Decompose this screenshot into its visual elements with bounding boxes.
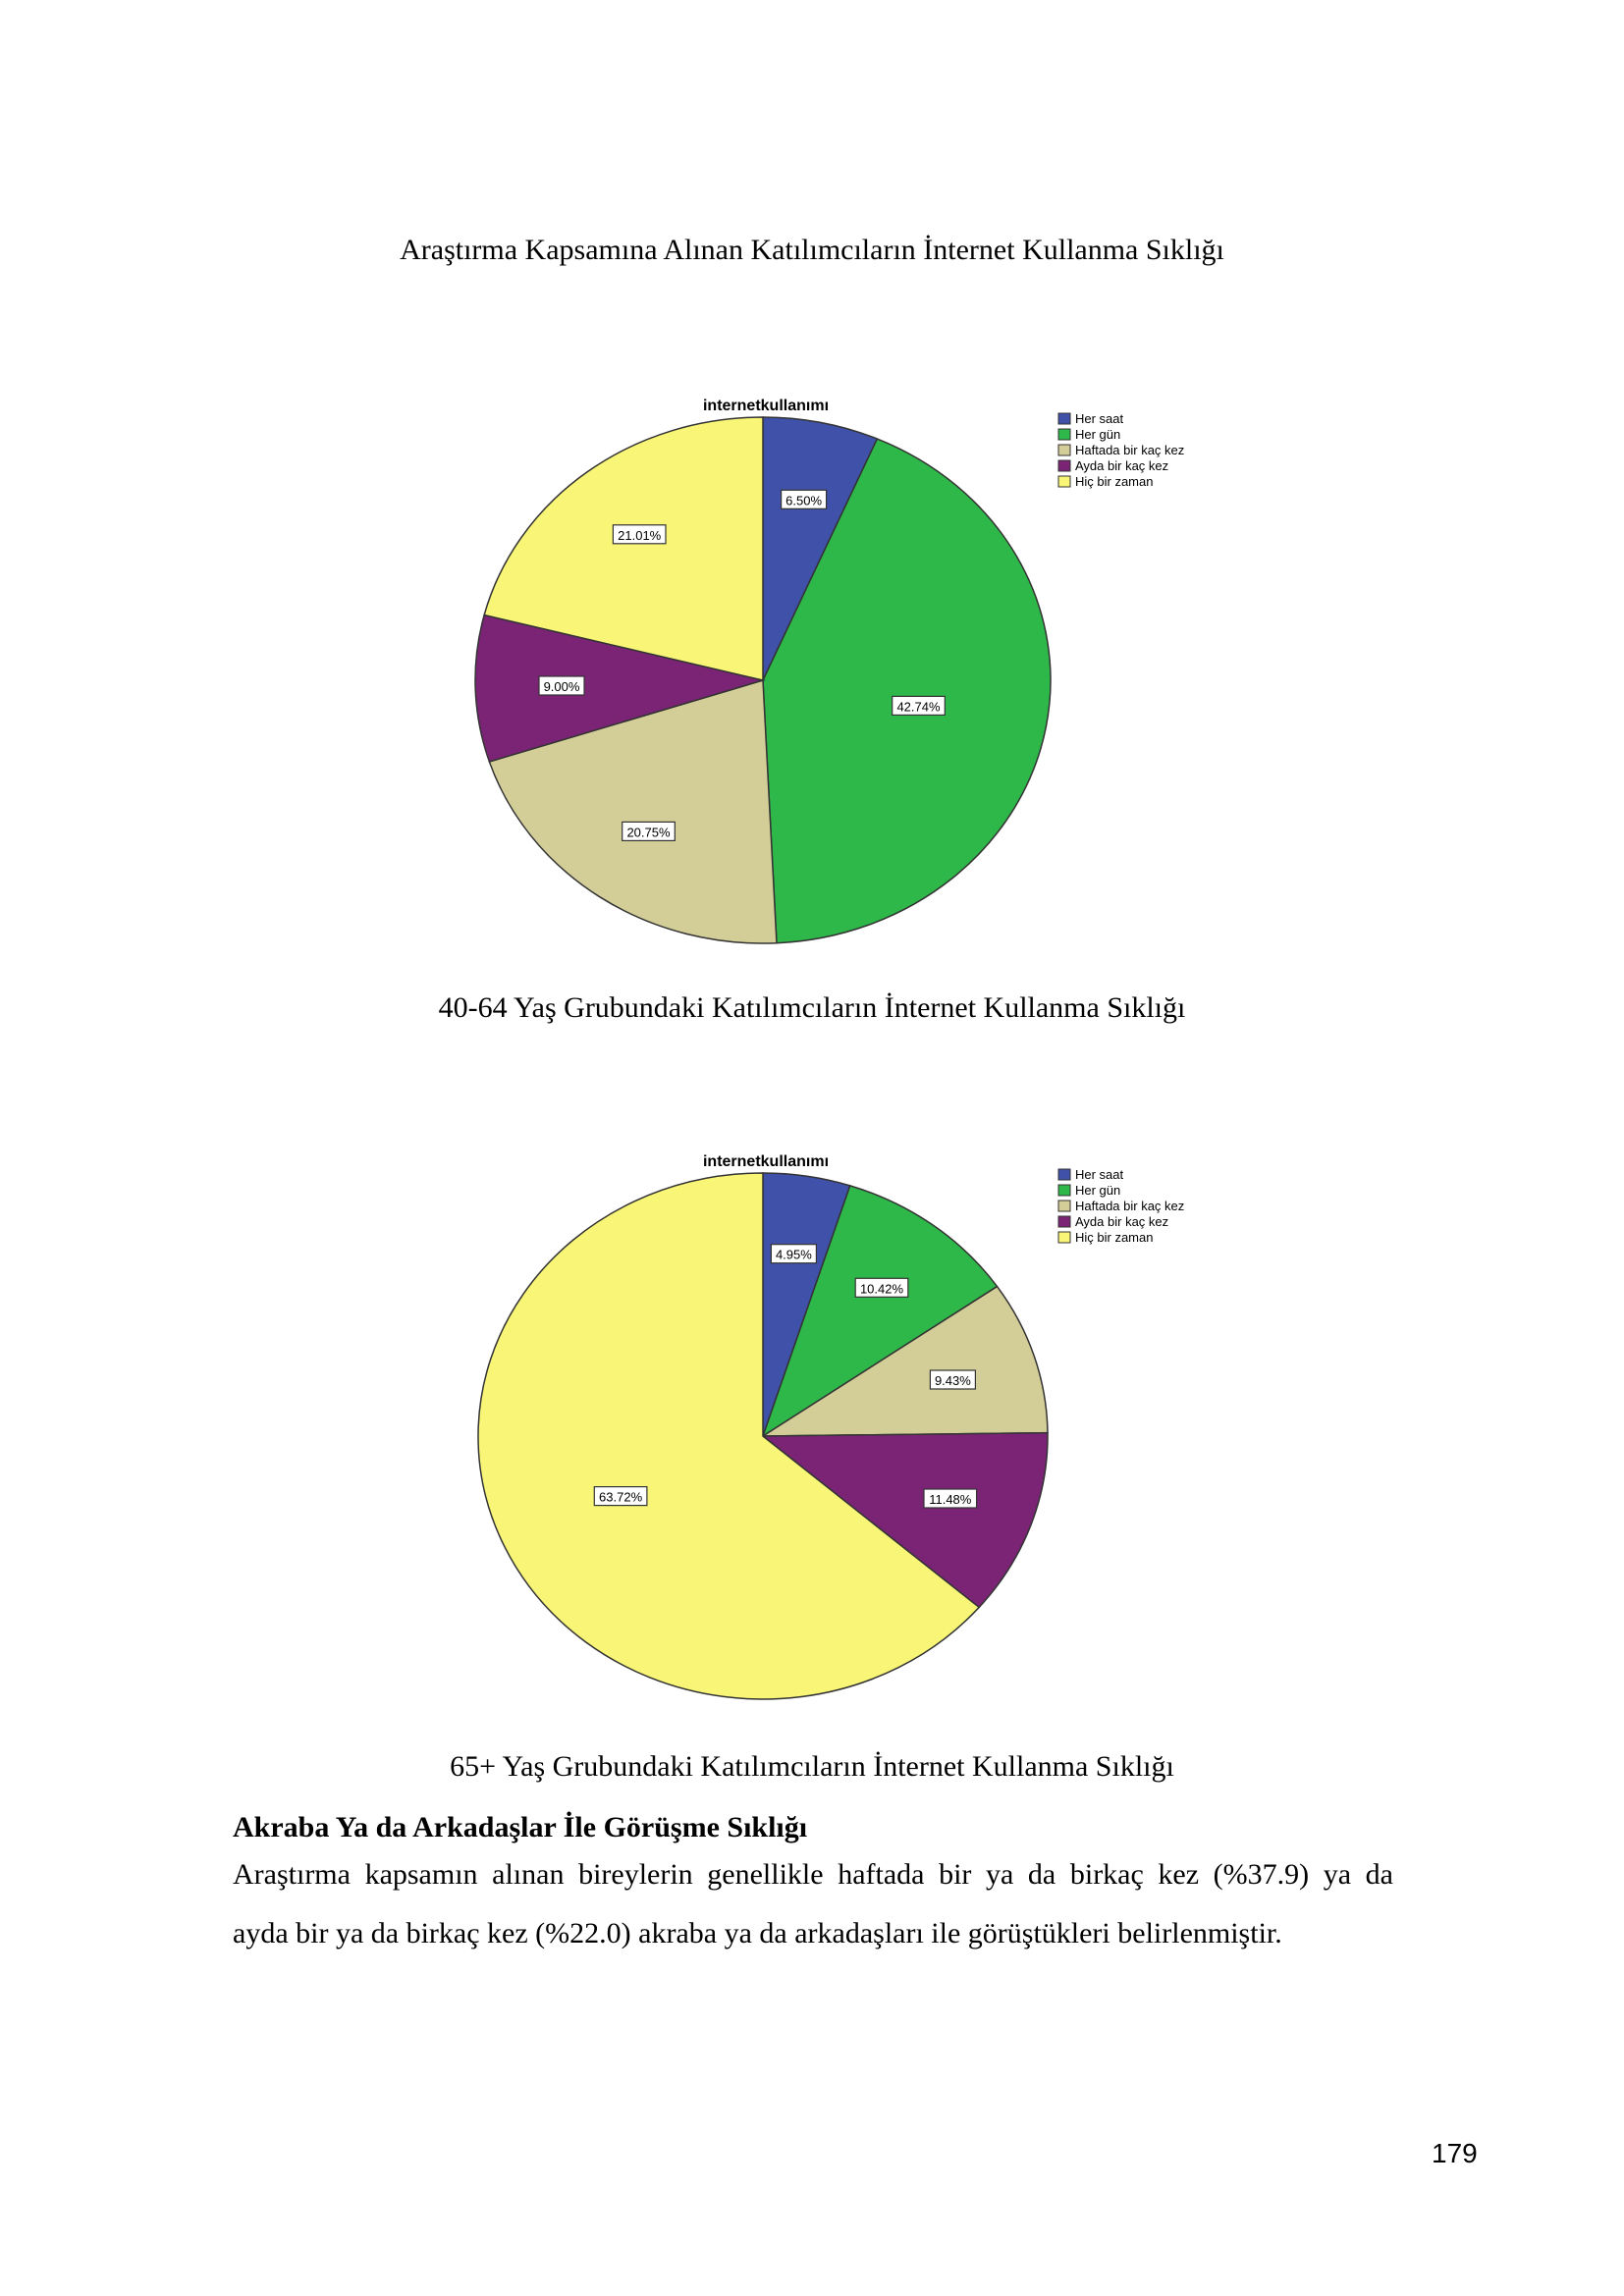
data-label-text: 11.48% — [929, 1492, 972, 1507]
legend-label: Her saat — [1075, 1167, 1124, 1182]
data-label-ayda-bir-kac-kez — [539, 676, 584, 695]
legend-swatch — [1058, 1216, 1070, 1227]
legend-item-hic-bir-zaman — [1058, 474, 1153, 489]
pie-chart-svg — [461, 388, 1208, 957]
legend-item-her-saat — [1058, 1167, 1124, 1182]
legend-item-her-gun — [1058, 427, 1120, 442]
page-number: 179 — [1432, 2138, 1478, 2168]
legend-swatch — [1058, 1185, 1070, 1196]
chart1-caption: 40-64 Yaş Grubundaki Katılımcıların İnternet Kullanma Sıklığı — [438, 991, 1186, 1024]
data-label-her-saat — [771, 1245, 816, 1263]
data-label-text: 9.43% — [934, 1373, 971, 1388]
data-label-ayda-bir-kac-kez — [924, 1489, 977, 1508]
legend-item-haftada-bir-kac-kez — [1058, 1199, 1184, 1213]
data-label-her-gun — [855, 1278, 908, 1297]
data-label-text: 6.50% — [785, 493, 823, 508]
paragraph-line-1: Araştırma kapsamın alınan bireylerin genellikle haftada bir ya da birkaç kez (%37.9) ya da — [233, 1858, 1393, 1891]
legend-item-ayda-bir-kac-kez — [1058, 1214, 1168, 1229]
legend-swatch — [1058, 1232, 1070, 1243]
legend-swatch — [1058, 1201, 1070, 1211]
legend-label: Haftada bir kaç kez — [1075, 443, 1185, 457]
legend-swatch — [1058, 429, 1070, 440]
chart2-caption: 65+ Yaş Grubundaki Katılımcıların İnternet Kullanma Sıklığı — [450, 1750, 1174, 1783]
data-label-hic-bir-zaman — [594, 1487, 647, 1506]
data-label-text: 20.75% — [626, 825, 671, 840]
legend-label: Ayda bir kaç kez — [1075, 458, 1169, 473]
legend-label: Her gün — [1075, 427, 1121, 442]
legend-swatch — [1058, 413, 1070, 424]
data-label-text: 42.74% — [896, 699, 941, 715]
legend-item-her-saat — [1058, 411, 1124, 426]
legend-label: Her gün — [1075, 1183, 1121, 1198]
legend-item-her-gun — [1058, 1183, 1120, 1198]
legend-item-ayda-bir-kac-kez — [1058, 458, 1168, 473]
chart-title: internetkullanımı — [702, 1153, 830, 1170]
section-heading: Akraba Ya da Arkadaşlar İle Görüşme Sıklığı — [233, 1811, 808, 1843]
paragraph-line-2: ayda bir ya da birkaç kez (%22.0) akraba ya da arkadaşları ile görüştükleri belirlenmiştir. — [233, 1917, 1282, 1949]
legend-item-hic-bir-zaman — [1058, 1230, 1153, 1245]
legend-swatch — [1058, 460, 1070, 471]
pie-chart-65-plus — [461, 1144, 1208, 1713]
chart-title: internetkullanımı — [702, 398, 830, 414]
data-label-text: 9.00% — [543, 679, 580, 694]
data-label-text: 4.95% — [775, 1247, 812, 1262]
legend-swatch — [1058, 445, 1070, 455]
legend-label: Haftada bir kaç kez — [1075, 1199, 1185, 1213]
legend-label: Hiç bir zaman — [1075, 474, 1154, 489]
data-label-text: 21.01% — [618, 527, 662, 543]
legend-swatch — [1058, 1169, 1070, 1180]
data-label-text: 10.42% — [859, 1281, 904, 1297]
data-label-text: 63.72% — [599, 1489, 643, 1505]
data-label-haftada-bir-kac-kez — [930, 1370, 975, 1389]
pie-chart-40-64 — [461, 388, 1208, 957]
intro-caption: Araştırma Kapsamına Alınan Katılımcıların İnternet Kullanma Sıklığı — [400, 234, 1224, 266]
data-label-her-saat — [782, 490, 827, 508]
legend-label: Hiç bir zaman — [1075, 1230, 1154, 1245]
data-label-hic-bir-zaman — [613, 525, 666, 544]
legend-swatch — [1058, 476, 1070, 487]
data-label-her-gun — [893, 696, 946, 715]
legend-label: Her saat — [1075, 411, 1124, 426]
legend-label: Ayda bir kaç kez — [1075, 1214, 1169, 1229]
pie-chart-svg — [461, 1144, 1208, 1713]
legend-item-haftada-bir-kac-kez — [1058, 443, 1184, 457]
data-label-haftada-bir-kac-kez — [623, 822, 676, 840]
